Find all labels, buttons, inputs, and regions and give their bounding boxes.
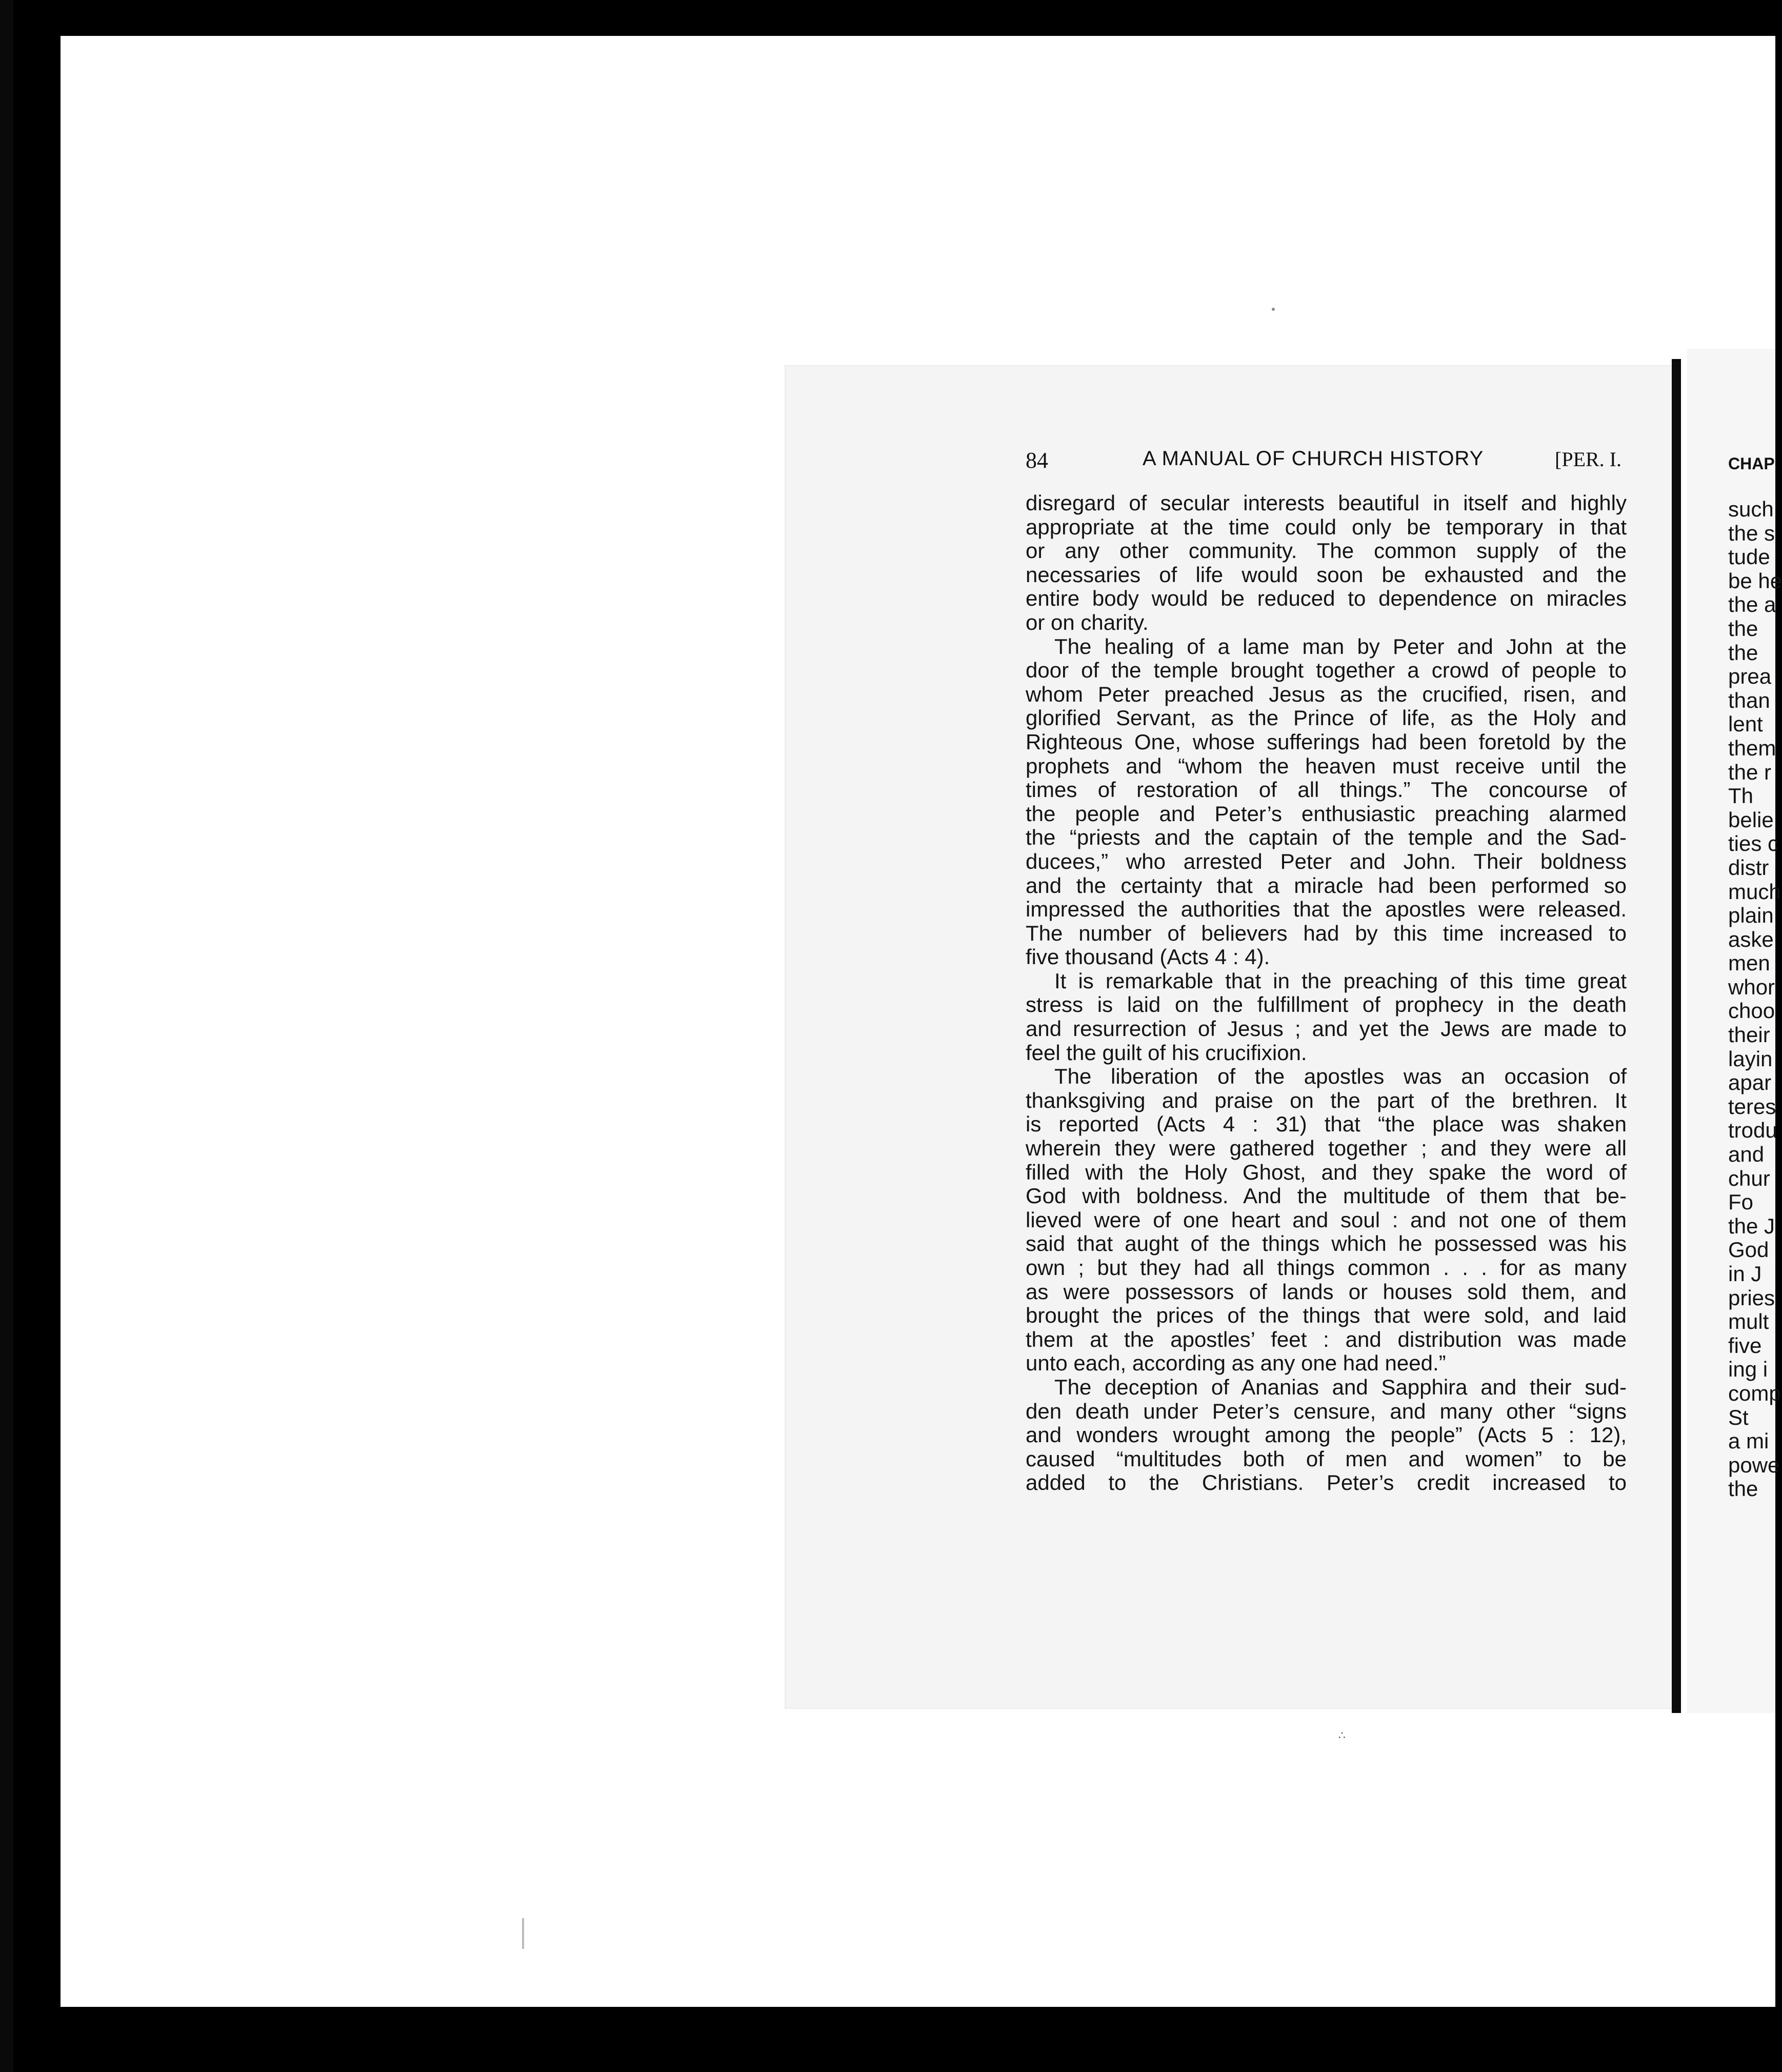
text-line-fragment: the	[1728, 1477, 1758, 1501]
text-line: It is remarkable that in the preaching of this time great	[1054, 968, 1627, 993]
text-line-fragment: belie	[1728, 807, 1774, 832]
scan-left-edge	[0, 0, 13, 2072]
text-line-fragment: the a	[1728, 592, 1776, 617]
text-line: brought the prices of the things that were sold, and laid	[1026, 1303, 1627, 1328]
text-line-fragment: trodu	[1728, 1118, 1777, 1143]
text-line: or on charity.	[1026, 610, 1149, 634]
text-line: lieved were of one heart and soul : and not one of them	[1026, 1207, 1627, 1232]
text-line: five thousand (Acts 4 : 4).	[1026, 945, 1270, 969]
text-line-fragment: the s	[1728, 521, 1775, 545]
text-line-fragment: plain	[1728, 903, 1774, 928]
text-line: entire body would be reduced to dependence on miracles	[1026, 586, 1627, 611]
text-line-fragment: in J	[1728, 1262, 1762, 1286]
book-title: A MANUAL OF CHURCH HISTORY	[1143, 447, 1484, 470]
text-line-fragment: pries	[1728, 1285, 1775, 1310]
text-line: whom Peter preached Jesus as the crucified, risen, and	[1026, 682, 1627, 706]
text-line: disregard of secular interests beautiful in itself and highly	[1026, 491, 1627, 515]
text-line-fragment: mult	[1728, 1309, 1769, 1334]
text-line: said that aught of the things which he possessed was his	[1026, 1231, 1627, 1256]
text-line-fragment: God	[1728, 1238, 1769, 1262]
text-line-fragment: the	[1728, 640, 1758, 665]
text-line-fragment: powe	[1728, 1452, 1780, 1477]
text-line: glorified Servant, as the Prince of life, as the Holy and	[1026, 706, 1627, 730]
text-line: stress is laid on the fulfillment of prophecy in the death	[1026, 992, 1627, 1017]
text-line: The liberation of the apostles was an occasion of	[1054, 1064, 1627, 1089]
text-line: or any other community. The common supply of the	[1026, 539, 1627, 563]
text-line: unto each, according as any one had need.”	[1026, 1351, 1446, 1376]
text-line: own ; but they had all things common . . . for as many	[1026, 1256, 1627, 1280]
page-number: 84	[1026, 448, 1048, 473]
text-line-fragment: ing i	[1728, 1357, 1768, 1382]
text-line-fragment: than	[1728, 688, 1770, 712]
text-line: is reported (Acts 4 : 31) that “the place was shaken	[1026, 1112, 1627, 1137]
text-line-fragment: a mi	[1728, 1429, 1769, 1453]
right-page-running-head: CHAP	[1728, 454, 1775, 473]
text-line: The healing of a lame man by Peter and John at the	[1054, 634, 1627, 659]
text-line: appropriate at the time could only be temporary in that	[1026, 514, 1627, 539]
text-line-fragment: chur	[1728, 1166, 1770, 1190]
text-line-fragment: St	[1728, 1405, 1749, 1429]
scan-artifact: ∴	[1338, 1729, 1346, 1742]
text-line-fragment: be he	[1728, 568, 1782, 593]
text-line: door of the temple brought together a crowd of people to	[1026, 658, 1627, 683]
text-line: as were possessors of lands or houses sold them, and	[1026, 1279, 1627, 1304]
text-line: ducees,” who arrested Peter and John. Their boldness	[1026, 849, 1627, 873]
text-line: thanksgiving and praise on the part of the brethren. It	[1026, 1088, 1627, 1112]
text-line: the people and Peter’s enthusiastic preaching alarmed	[1026, 801, 1627, 826]
text-line-fragment: the	[1728, 616, 1758, 641]
text-line: and resurrection of Jesus ; and yet the Jews are made to	[1026, 1017, 1627, 1041]
text-line: The deception of Ananias and Sapphira and their sud-	[1054, 1374, 1627, 1399]
text-line-fragment: them	[1728, 735, 1776, 760]
text-line: the “priests and the captain of the temple and the Sad-	[1026, 825, 1627, 850]
text-line: impressed the authorities that the apostles were released.	[1026, 897, 1627, 922]
text-line: and wonders wrought among the people” (Acts 5 : 12),	[1026, 1423, 1627, 1447]
text-line: wherein they were gathered together ; and they were all	[1026, 1136, 1627, 1161]
period-marker: [PER. I.	[1555, 448, 1621, 471]
text-line-fragment: layin	[1728, 1046, 1773, 1071]
text-line: den death under Peter’s censure, and many other “signs	[1026, 1399, 1627, 1423]
text-line-fragment: and	[1728, 1142, 1765, 1167]
text-line: times of restoration of all things.” The concourse of	[1026, 778, 1627, 802]
text-line-fragment: much	[1728, 879, 1781, 904]
text-line-fragment: lent	[1728, 712, 1763, 736]
text-line-fragment: the J	[1728, 1213, 1775, 1238]
text-line-fragment: distr	[1728, 855, 1769, 880]
text-line-fragment: apar	[1728, 1070, 1772, 1095]
text-line: and the certainty that a miracle had been performed so	[1026, 873, 1627, 898]
text-line-fragment: their	[1728, 1023, 1770, 1047]
book-gutter-shadow	[1672, 359, 1681, 1713]
text-line-fragment: five	[1728, 1333, 1762, 1358]
dust-speck	[1272, 308, 1275, 311]
text-line: prophets and “whom the heaven must receive until the	[1026, 753, 1627, 778]
text-line: caused “multitudes both of men and women” to be	[1026, 1446, 1627, 1471]
text-line-fragment: tude	[1728, 545, 1770, 569]
text-line-fragment: the r	[1728, 760, 1772, 784]
text-line: necessaries of life would soon be exhausted and the	[1026, 562, 1627, 587]
right-page-body-text	[1728, 497, 1782, 1501]
text-line: Righteous One, whose sufferings had been foretold by the	[1026, 729, 1627, 754]
text-line-fragment: ties c	[1728, 831, 1779, 856]
text-line-fragment: choo	[1728, 999, 1775, 1023]
text-line-fragment: teres	[1728, 1094, 1776, 1119]
text-line-fragment: prea	[1728, 664, 1772, 689]
text-line: feel the guilt of his crucifixion.	[1026, 1040, 1307, 1065]
text-line: The number of believers had by this time increased to	[1026, 921, 1627, 945]
text-line-fragment: Th	[1728, 784, 1754, 808]
left-page-body-text	[1026, 491, 1627, 1495]
text-line: filled with the Holy Ghost, and they spake the word of	[1026, 1160, 1627, 1184]
text-line: added to the Christians. Peter’s credit increased to	[1026, 1470, 1627, 1495]
text-line-fragment: men	[1728, 951, 1770, 975]
scan-margin-mark	[522, 1918, 524, 1949]
text-line: them at the apostles’ feet : and distribution was made	[1026, 1327, 1627, 1351]
running-head	[1026, 447, 1621, 478]
text-line-fragment: aske	[1728, 927, 1774, 951]
text-line-fragment: Fo	[1728, 1190, 1754, 1214]
text-line-fragment: comp	[1728, 1381, 1781, 1405]
text-line-fragment: such	[1728, 497, 1774, 521]
text-line-fragment: whor	[1728, 974, 1775, 999]
text-line: God with boldness. And the multitude of them that be-	[1026, 1184, 1627, 1208]
